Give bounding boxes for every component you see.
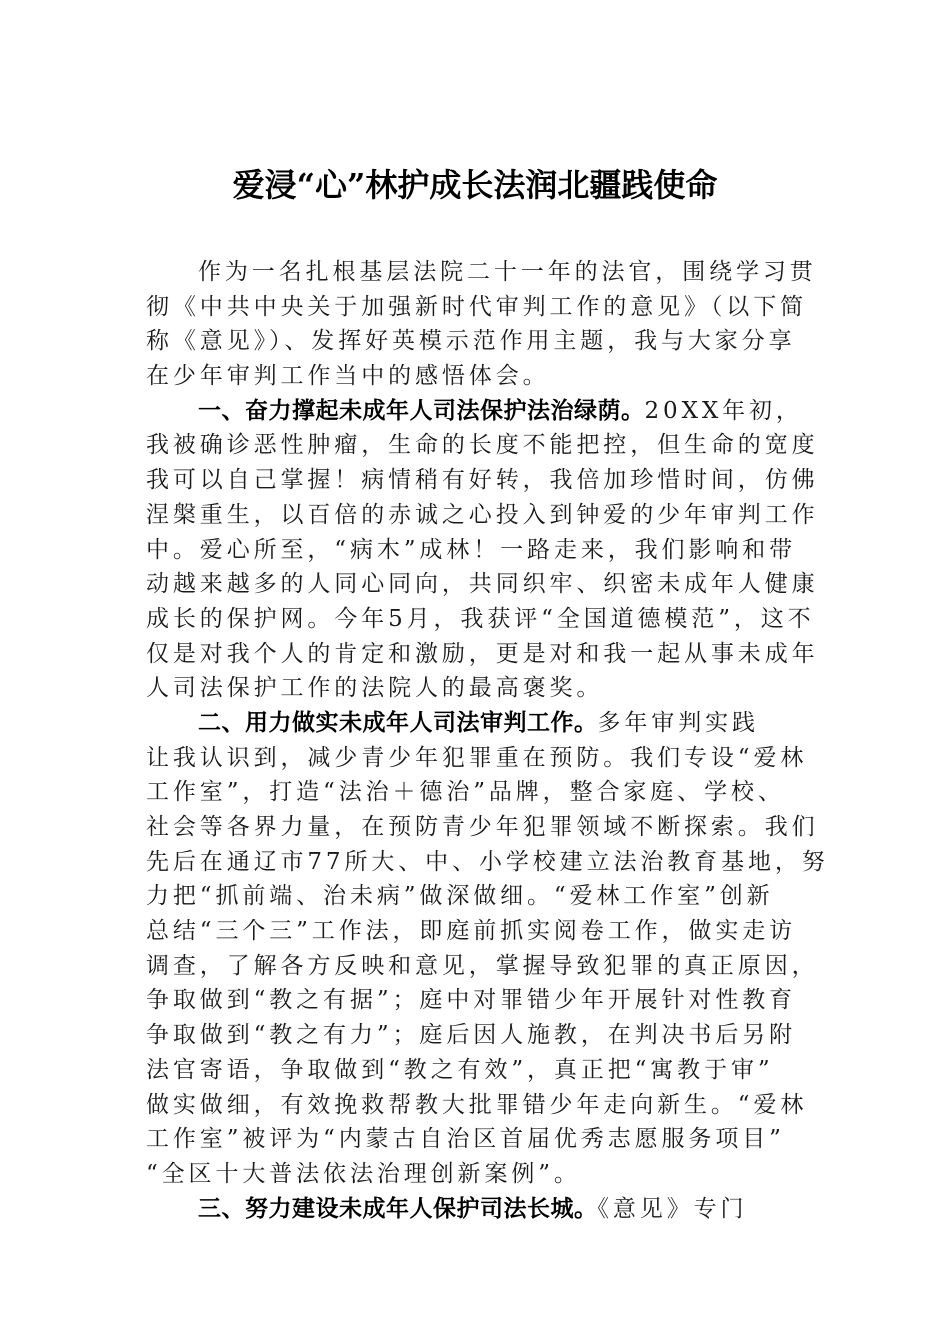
line-text: 人司法保护工作的法院人的最高褒奖。: [146, 675, 604, 702]
paragraph-line: [146, 741, 806, 776]
paragraph-line: [146, 498, 819, 533]
section-heading: 一、奋力撑起未成年人司法保护法治绿荫。: [198, 397, 645, 424]
section-heading-line: [146, 1192, 806, 1227]
line-text: 在少年审判工作当中的感悟体会。: [146, 363, 550, 390]
paragraph-line: [146, 637, 819, 672]
paragraph-line: [146, 602, 815, 637]
line-text: 《意见》专门: [597, 1195, 748, 1222]
line-text: 多年审判实践: [597, 709, 759, 736]
line-text: 中。爱心所至，“病木”成林！一路走来，我们影响和带: [146, 536, 797, 563]
paragraph-line: [146, 1088, 806, 1123]
paragraph-line: [146, 671, 806, 706]
line-text: 我可以自己掌握！病情稍有好转，我倍加珍惜时间，仿佛: [146, 467, 819, 494]
paragraph-line: [146, 290, 806, 325]
section-heading-line: [146, 394, 806, 429]
line-text: 彻《中共中央关于加强新时代审判工作的意见》（以下简: [146, 293, 807, 320]
paragraph-line: [146, 983, 806, 1018]
line-text: 调查，了解各方反映和意见，掌握导致犯罪的真正原因，: [146, 952, 819, 979]
line-text: 力把“抓前端、治未病”做深做细。“爱林工作室”创新: [146, 883, 774, 910]
paragraph-line: [146, 1157, 806, 1192]
paragraph-line: [146, 810, 819, 845]
paragraph-line: [146, 428, 819, 463]
paragraph-line: [146, 845, 829, 880]
line-text: 先后在通辽市77所大、中、小学校建立法治教育基地，努: [146, 848, 829, 875]
line-text: 仅是对我个人的肯定和激励，更是对和我一起从事未成年: [146, 640, 819, 667]
document-title: 爱浸“心”林护成长法润北疆践使命: [232, 166, 718, 204]
paragraph-line: [146, 463, 819, 498]
section-heading: 三、努力建设未成年人保护司法长城。: [198, 1195, 598, 1222]
line-text: 20XX年初，: [644, 397, 803, 424]
line-text: 作为一名扎根基层法院二十一年的法官，围绕学习贯: [198, 259, 817, 285]
line-text: 称《意见》）、发挥好英模示范作用主题，我与大家分享: [146, 328, 796, 355]
paragraph-line: [146, 255, 817, 290]
paragraph-line: [146, 879, 806, 914]
paragraph-line: [146, 775, 806, 810]
line-text: 争取做到“教之有力”；庭后因人施教，在判决书后另附: [146, 1022, 797, 1049]
section-heading: 二、用力做实未成年人司法审判工作。: [198, 709, 598, 736]
paragraph-line: [146, 533, 806, 568]
line-text: 工作室”，打造“法治＋德治”品牌，整合家庭、学校、: [146, 779, 785, 806]
line-text: 我被确诊恶性肿瘤，生命的长度不能把控，但生命的宽度: [146, 432, 819, 459]
line-text: 涅槃重生，以百倍的赤诚之心投入到钟爱的少年审判工作: [146, 501, 819, 528]
line-text: 争取做到“教之有据”；庭中对罪错少年开展针对性教育: [146, 987, 797, 1014]
document-body: [146, 255, 829, 1226]
line-text: 动越来越多的人同心同向，共同织牢、织密未成年人健康: [146, 571, 819, 598]
paragraph-line: [146, 1122, 806, 1157]
line-text: 法官寄语，争取做到“教之有效”，真正把“寓教于审”: [146, 1056, 774, 1083]
paragraph-line: [146, 1053, 806, 1088]
line-text: 总结“三个三”工作法，即庭前抓实阅卷工作，做实走访: [146, 918, 797, 945]
paragraph-line: [146, 359, 806, 394]
line-text: 成长的保护网。今年5月，我获评“全国道德模范”，这不: [146, 605, 815, 632]
line-text: 工作室”被评为“内蒙古自治区首届优秀志愿服务项目”: [146, 1126, 785, 1153]
paragraph-line: [146, 324, 806, 359]
paragraph-line: [146, 914, 806, 949]
line-text: 社会等各界力量，在预防青少年犯罪领域不断探索。我们: [146, 814, 819, 840]
paragraph-line: [146, 949, 819, 984]
paragraph-line: [146, 1018, 806, 1053]
section-heading-line: [146, 706, 806, 741]
line-text: 让我认识到，减少青少年犯罪重在预防。我们专设“爱林: [146, 744, 808, 771]
line-text: 做实做细，有效挽救帮教大批罪错少年走向新生。“爱林: [146, 1091, 808, 1118]
paragraph-line: [146, 567, 819, 602]
line-text: “全区十大普法依法治理创新案例”。: [146, 1160, 581, 1187]
